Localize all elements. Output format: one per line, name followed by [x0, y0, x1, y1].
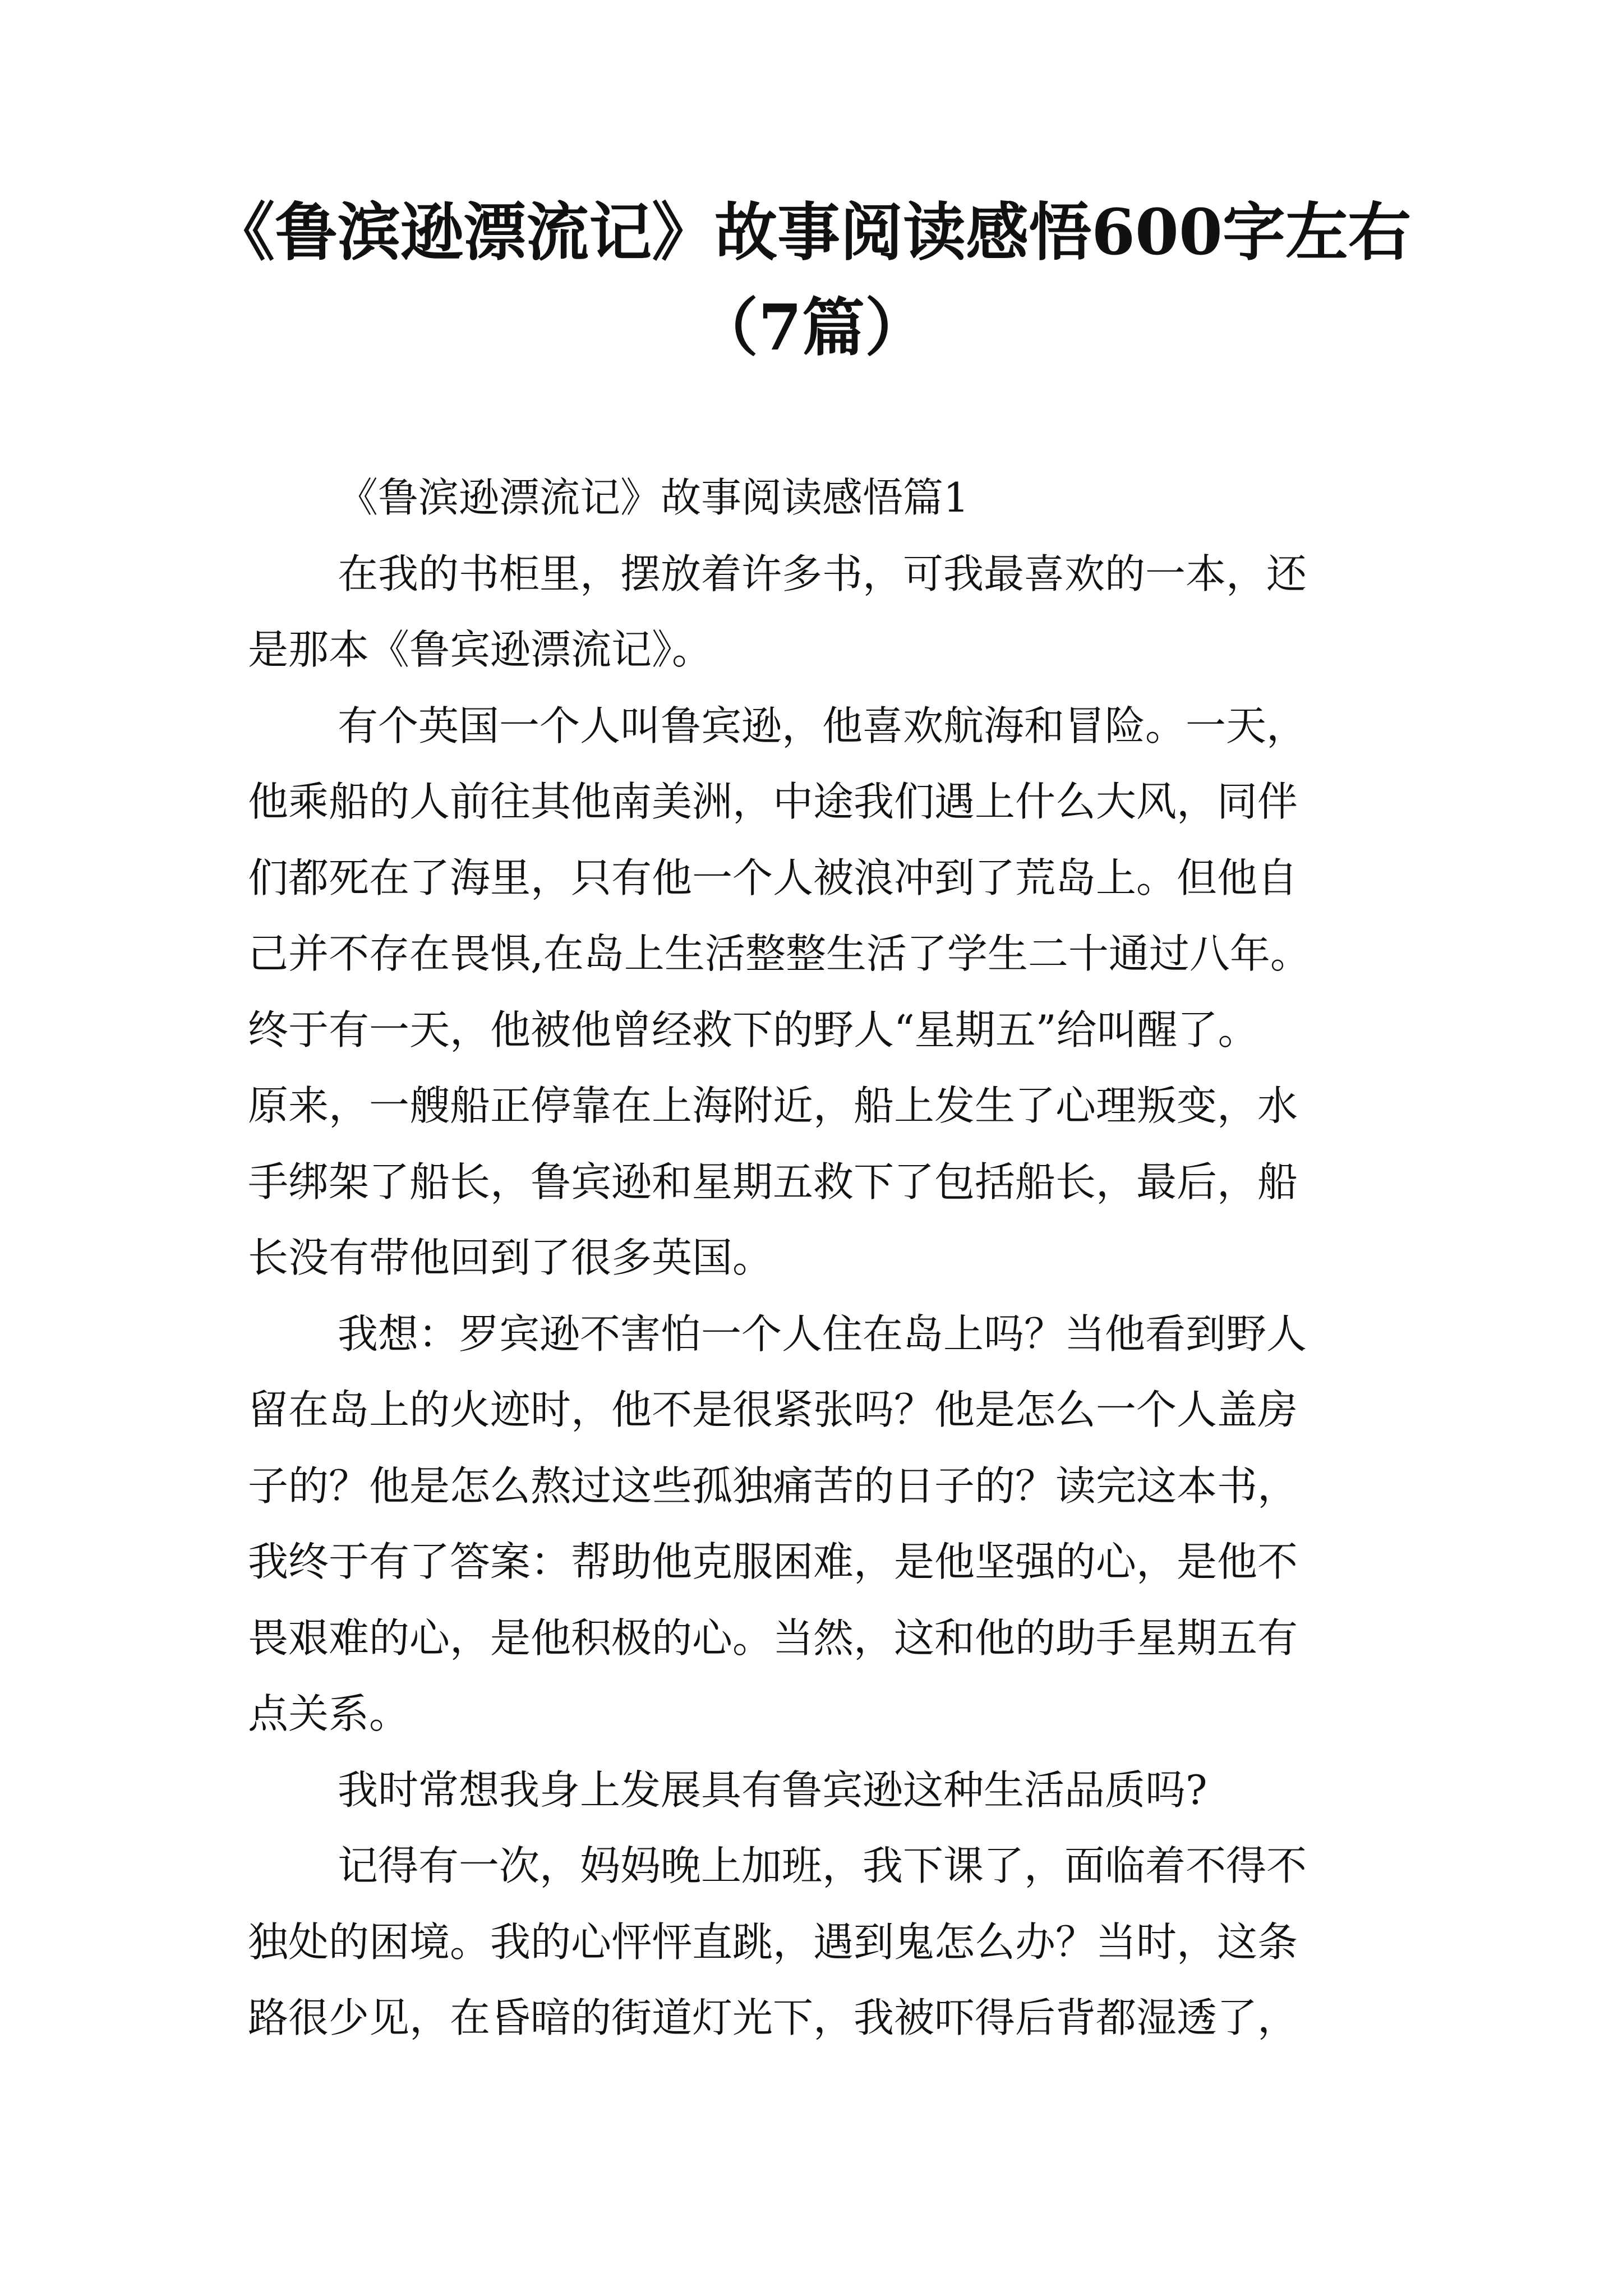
paragraph-line: 手绑架了船长，鲁宾逊和星期五救下了包括船长，最后，船	[248, 1158, 1298, 1205]
paragraph-line: 独处的困境。我的心怦怦直跳，遇到鬼怎么办？当时，这条	[248, 1918, 1298, 1966]
document-title-subtitle: （7篇）	[695, 291, 928, 365]
paragraph-line: 终于有一天，他被他曾经救下的野人“星期五”给叫醒了。	[248, 1006, 1258, 1053]
paragraph-line: 们都死在了海里，只有他一个人被浪冲到了荒岛上。但他自	[248, 854, 1298, 901]
paragraph-line: 我时常想我身上发展具有鲁宾逊这种生活品质吗?	[338, 1766, 1207, 1814]
paragraph-line: 有个英国一个人叫鲁宾逊，他喜欢航海和冒险。一天，	[338, 702, 1307, 749]
paragraph-line: 长没有带他回到了很多英国。	[248, 1234, 773, 1281]
paragraph-line: 原来，一艘船正停靠在上海附近，船上发生了心理叛变，水	[248, 1082, 1298, 1129]
document-title: 《鲁滨逊漂流记》故事阅读感悟600字左右	[212, 196, 1411, 269]
paragraph-line: 记得有一次，妈妈晚上加班，我下课了，面临着不得不	[338, 1842, 1307, 1889]
document-body	[248, 460, 1375, 2056]
paragraph-line: 我终于有了答案：帮助他克服困难，是他坚强的心，是他不	[248, 1538, 1298, 1585]
paragraph-line: 他乘船的人前往其他南美洲，中途我们遇上什么大风，同伴	[248, 778, 1298, 825]
paragraph-line: 路很少见，在昏暗的街道灯光下，我被吓得后背都湿透了，	[248, 1994, 1298, 2041]
paragraph-line: 我想：罗宾逊不害怕一个人住在岛上吗？当他看到野人	[338, 1310, 1307, 1358]
paragraph-line: 畏艰难的心，是他积极的心。当然，这和他的助手星期五有	[248, 1614, 1298, 1662]
paragraph-line: 点关系。	[248, 1690, 410, 1737]
paragraph-line: 己并不存在畏惧,在岛上生活整整生活了学生二十通过八年。	[248, 930, 1311, 977]
section-heading: 《鲁滨逊漂流记》故事阅读感悟篇1	[338, 474, 969, 521]
paragraph-line: 在我的书柜里，摆放着许多书，可我最喜欢的一本，还	[338, 550, 1307, 597]
paragraph-line: 子的？他是怎么熬过这些孤独痛苦的日子的？读完这本书，	[248, 1462, 1298, 1510]
paragraph-line: 是那本《鲁宾逊漂流记》。	[248, 626, 713, 673]
paragraph-line: 留在岛上的火迹时，他不是很紧张吗？他是怎么一个人盖房	[248, 1386, 1298, 1433]
